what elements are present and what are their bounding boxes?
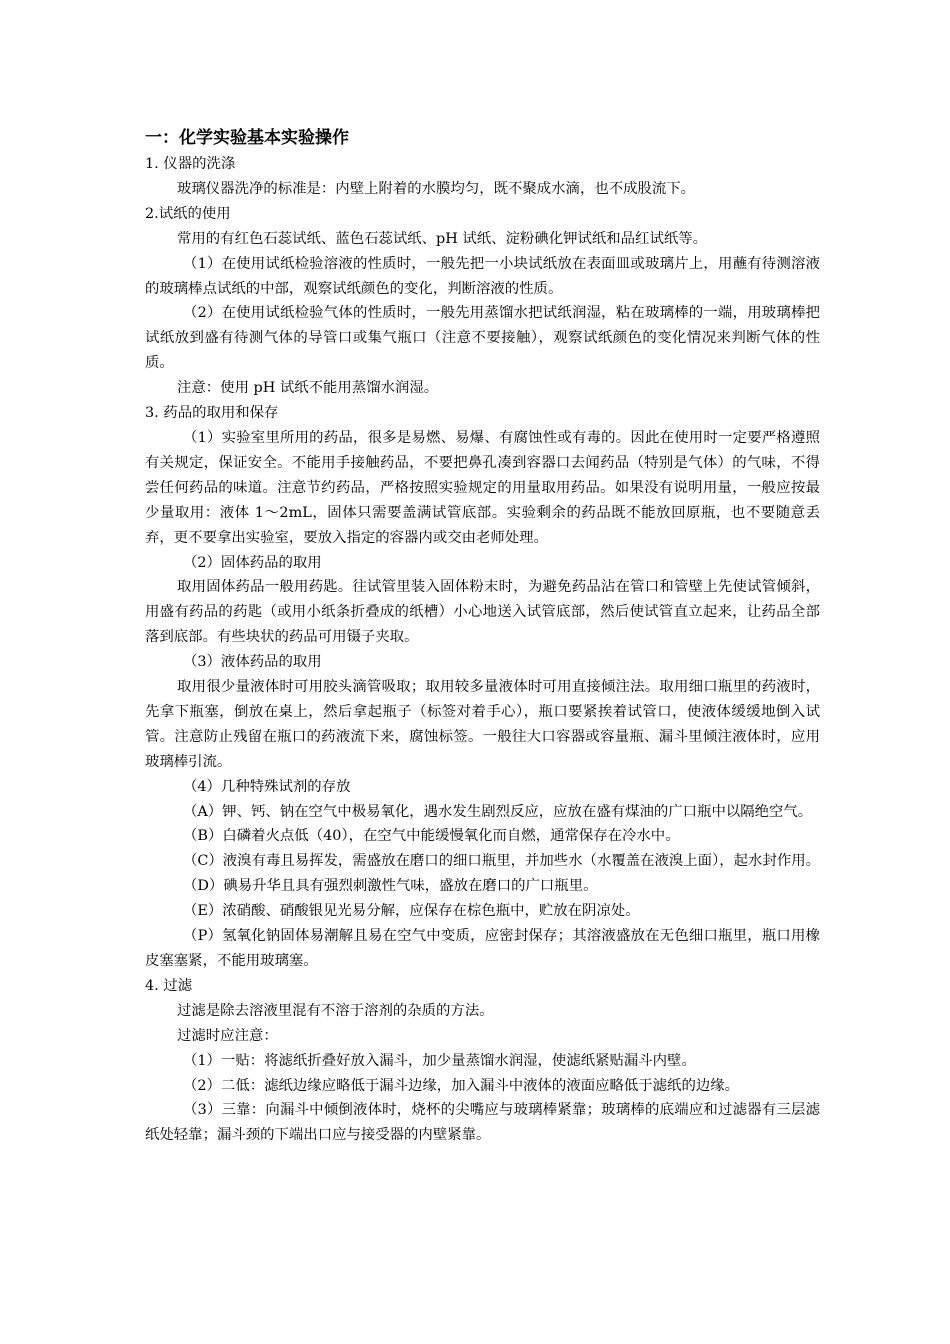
document-body (145, 124, 820, 1148)
paragraph: 取用很少量液体时可用胶头滴管吸取；取用较多量液体时可用直接倾注法。取用细口瓶里的药液时，先拿下瓶塞，倒放在桌上，然后拿起瓶子（标签对着手心），瓶口要紧挨着试管口，使液体缓缓地倒入试管。注意防止残留在瓶口的药液流下来，腐蚀标签。一般往大口容器或容量瓶、漏斗里倾注液体时，应用玻璃棒引流。 (145, 679, 820, 770)
paragraph: 玻璃仪器洗净的标准是：内壁上附着的水膜均匀，既不聚成水滴，也不成股流下。 (177, 180, 696, 197)
section-heading-2: 2.试纸的使用 (145, 205, 231, 222)
list-item: （B）白磷着火点低（40），在空气中能缓慢氧化而自燃，通常保存在冷水中。 (183, 828, 680, 845)
paragraph: （2）在使用试纸检验气体的性质时，一般先用蒸馏水把试纸润湿，粘在玻璃棒的一端，用玻璃棒把试纸放到盛有待测气体的导管口或集气瓶口（注意不要接触），观察试纸颜色的变化情况来判断气体的性质。 (145, 305, 820, 372)
list-item: （E）浓硝酸、硝酸银见光易分解，应保存在棕色瓶中，贮放在阴凉处。 (183, 903, 640, 920)
paragraph: 常用的有红色石蕊试纸、蓝色石蕊试纸、pH 试纸、淀粉碘化钾试纸和品红试纸等。 (177, 230, 708, 247)
section-heading-4: 4. 过滤 (145, 977, 193, 994)
list-item: （2）二低：滤纸边缘应略低于漏斗边缘，加入漏斗中液体的液面应略低于滤纸的边缘。 (183, 1077, 740, 1094)
subsection-heading: （3）液体药品的取用 (183, 654, 322, 671)
list-item: （P）氢氧化钠固体易潮解且易在空气中变质，应密封保存；其溶液盛放在无色细口瓶里，瓶口用橡皮塞塞紧，不能用玻璃塞。 (145, 928, 820, 969)
subsection-heading: （2）固体药品的取用 (183, 554, 322, 571)
section-heading-3: 3. 药品的取用和保存 (145, 405, 279, 422)
paragraph: 过滤是除去溶液里混有不溶于溶剂的杂质的方法。 (177, 1002, 494, 1019)
list-item: （3）三靠：向漏斗中倾倒液体时，烧杯的尖嘴应与玻璃棒紧靠；玻璃棒的底端应和过滤器有三层滤纸处轻靠；漏斗颈的下端出口应与接受器的内壁紧靠。 (145, 1102, 820, 1144)
paragraph: 取用固体药品一般用药匙。往试管里装入固体粉末时，为避免药品沾在管口和管壁上先使试管倾斜，用盛有药品的药匙（或用小纸条折叠成的纸槽）小心地送入试管底部，然后使试管直立起来，让药品全部落到底部。有些块状的药品可用镊子夹取。 (145, 579, 820, 646)
note-paragraph: 注意：使用 pH 试纸不能用蒸馏水润湿。 (177, 380, 439, 397)
subsection-heading: （4）几种特殊试剂的存放 (183, 778, 351, 795)
paragraph: （1）在使用试纸检验溶液的性质时，一般先把一小块试纸放在表面皿或玻璃片上，用蘸有待测溶液的玻璃棒点试纸的中部，观察试纸颜色的变化，判断溶液的性质。 (145, 255, 820, 297)
document-title: 一：化学实验基本实验操作 (145, 128, 349, 148)
paragraph: 过滤时应注意： (177, 1027, 278, 1044)
paragraph: （1）实验室里所用的药品，很多是易燃、易爆、有腐蚀性或有毒的。因此在使用时一定要严格遵照有关规定，保证安全。不能用手接触药品，不要把鼻孔凑到容器口去闻药品（特别是气体）的气味，不得尝任何药品的味道。注意节约药品，严格按照实验规定的用量取用药品。如果没有说明用量，一般应按最少量取用：液体 1～2mL，固体只需要盖满试管底部。实验剩余的药品既不能放回原瓶，也不要随意丢弃，更不要拿出实验室，要放入指定的容器内或交由老师处理。 (145, 429, 820, 546)
list-item: （D）碘易升华且具有强烈刺激性气味，盛放在磨口的广口瓶里。 (183, 878, 598, 895)
list-item: （1）一贴：将滤纸折叠好放入漏斗，加少量蒸馏水润湿，使滤纸紧贴漏斗内壁。 (183, 1052, 696, 1069)
section-heading-1: 1. 仪器的洗涤 (145, 156, 236, 172)
list-item: （C）液溴有毒且易挥发，需盛放在磨口的细口瓶里，并加些水（水覆盖在液溴上面），起水封作用。 (183, 853, 821, 870)
list-item: （A）钾、钙、钠在空气中极易氧化，遇水发生剧烈反应，应放在盛有煤油的广口瓶中以隔绝空气。 (183, 803, 813, 820)
